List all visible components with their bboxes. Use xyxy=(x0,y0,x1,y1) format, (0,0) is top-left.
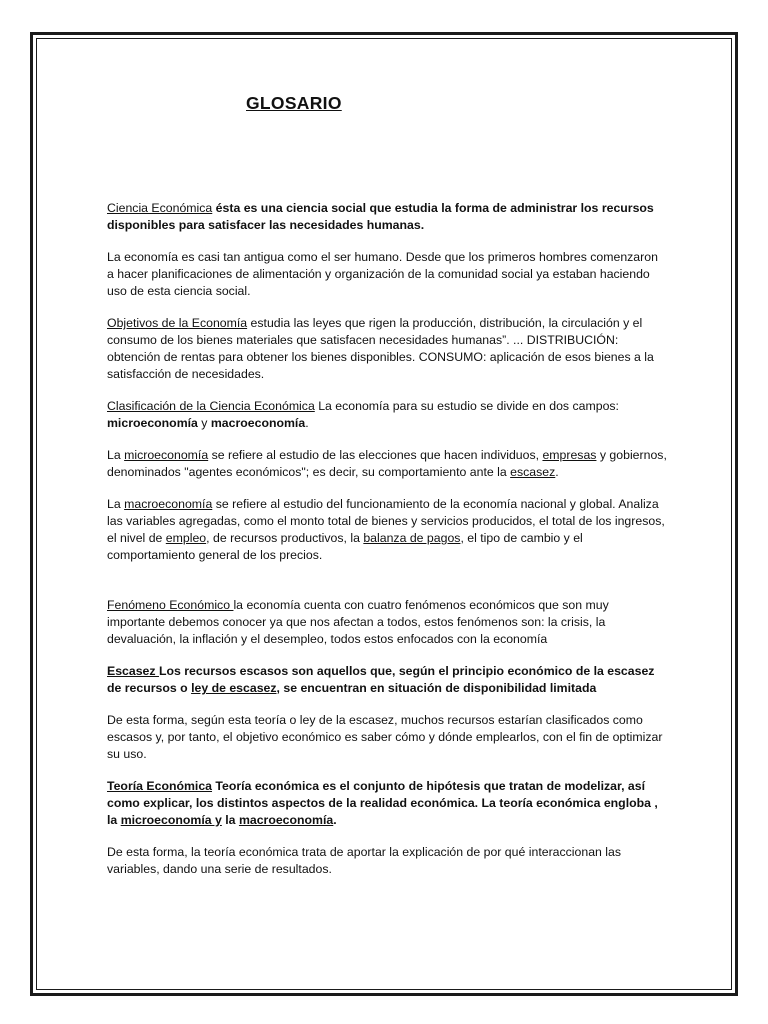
paragraph-microeconomia xyxy=(107,447,667,481)
text-fragment: . xyxy=(555,465,559,479)
connector-text: y xyxy=(197,416,211,430)
paragraph-text: La economía es casi tan antigua como el ser humano. Desde que los primeros hombres comenzaron a hacer planificaciones de alimentación y organización de la comunidad social ya estaban haciendo uso de esta ciencia social. xyxy=(107,250,658,298)
paragraph-macroeconomia xyxy=(107,496,667,564)
definition-text: La economía para su estudio se divide en dos campos: xyxy=(314,399,619,413)
page-title: GLOSARIO xyxy=(246,93,342,113)
text-fragment: la xyxy=(221,813,239,827)
link-balanza-de-pagos[interactable]: balanza de pagos xyxy=(363,531,461,545)
term-ciencia-economica: Ciencia Económica xyxy=(107,201,213,215)
definition-text: estudia las leyes que rigen la producción, distribución, la circulación y el consumo de los bienes materiales que satisfacen necesidades humanas”. ... DISTRIBUCIÓN: obtención de rentas para obtener los bienes disponibles. CONSUMO: aplicación de esos bienes a la satisfacción de necesidades. xyxy=(107,316,654,381)
term-escasez: Escasez xyxy=(107,664,159,678)
text-fragment: Teoría económica es el conjunto de hipótesis que tratan de modelizar, así como explicar, los distintos aspectos de la realidad económica. La teoría económica engloba , la xyxy=(107,779,658,827)
text-fragment: , se encuentran en situación de disponibilidad limitada xyxy=(276,681,597,695)
bold-macroeconomia: macroeconomía xyxy=(210,416,306,430)
paragraph-objetivos xyxy=(107,315,667,383)
paragraph-economia-historia xyxy=(107,249,667,300)
text-fragment: , el tipo de cambio y el comportamiento general de los precios. xyxy=(107,531,583,562)
bold-microeconomia: microeconomía xyxy=(107,416,198,430)
paragraph-clasificacion xyxy=(107,398,667,432)
text-fragment: La xyxy=(107,497,125,511)
link-empresas[interactable]: empresas xyxy=(542,448,597,462)
definition-text: la economía cuenta con cuatro fenómenos económicos que son muy importante debemos conocer ya que nos afectan a todos, estos fenómenos son: la crisis, la devaluación, la inflación y el desempleo, todos estos enfocados con la economía xyxy=(107,598,609,646)
text-fragment: y gobiernos, denominados "agentes económicos"; es decir, su comportamiento ante la xyxy=(107,448,667,479)
text-fragment: se refiere al estudio de las elecciones que hacen individuos, xyxy=(208,448,543,462)
term-teoria-economica: Teoría Económica xyxy=(107,779,213,793)
paragraph-teoria-detalle xyxy=(107,844,667,878)
link-empleo[interactable]: empleo xyxy=(165,531,207,545)
paragraph-escasez xyxy=(107,663,667,697)
link-microeconomia[interactable]: microeconomía xyxy=(124,448,209,462)
text-fragment: se refiere al estudio del funcionamiento de la economía nacional y global. Analiza las variables agregadas, como el monto total de bienes y servicios producidos, el total de los ingresos, el nivel de xyxy=(107,497,665,545)
link-escasez[interactable]: escasez xyxy=(510,465,556,479)
link-microeconomia[interactable]: microeconomía y xyxy=(120,813,222,827)
link-ley-de-escasez[interactable]: ley de escasez xyxy=(191,681,277,695)
paragraph-escasez-detalle xyxy=(107,712,667,763)
glossary-body xyxy=(107,200,667,878)
link-macroeconomia[interactable]: macroeconomía xyxy=(238,813,334,827)
period: . xyxy=(305,416,309,430)
term-objetivos-economia: Objetivos de la Economía xyxy=(107,316,248,330)
text-fragment: . xyxy=(333,813,337,827)
term-clasificacion: Clasificación de la Ciencia Económica xyxy=(107,399,315,413)
term-fenomeno-economico: Fenómeno Económico xyxy=(107,598,234,612)
paragraph-teoria xyxy=(107,778,667,829)
text-fragment: Los recursos escasos son aquellos que, según el principio económico de la escasez de recursos o xyxy=(107,664,655,695)
paragraph-fenomeno xyxy=(107,597,667,648)
text-fragment: La xyxy=(107,448,125,462)
paragraph-text: De esta forma, según esta teoría o ley de la escasez, muchos recursos estarían clasificados como escasos y, por tanto, el objetivo económico es saber cómo y dónde emplearlos, con el fin de optimizar su uso. xyxy=(107,713,663,761)
definition-text: ésta es una ciencia social que estudia la forma de administrar los recursos disponibles para satisfacer las necesidades humanas. xyxy=(107,201,654,232)
paragraph-ciencia-economica xyxy=(107,200,667,234)
paragraph-text: De esta forma, la teoría económica trata de aportar la explicación de por qué interaccionan las variables, dando una serie de resultados. xyxy=(107,845,622,876)
text-fragment: , de recursos productivos, la xyxy=(206,531,364,545)
link-macroeconomia[interactable]: macroeconomía xyxy=(124,497,213,511)
